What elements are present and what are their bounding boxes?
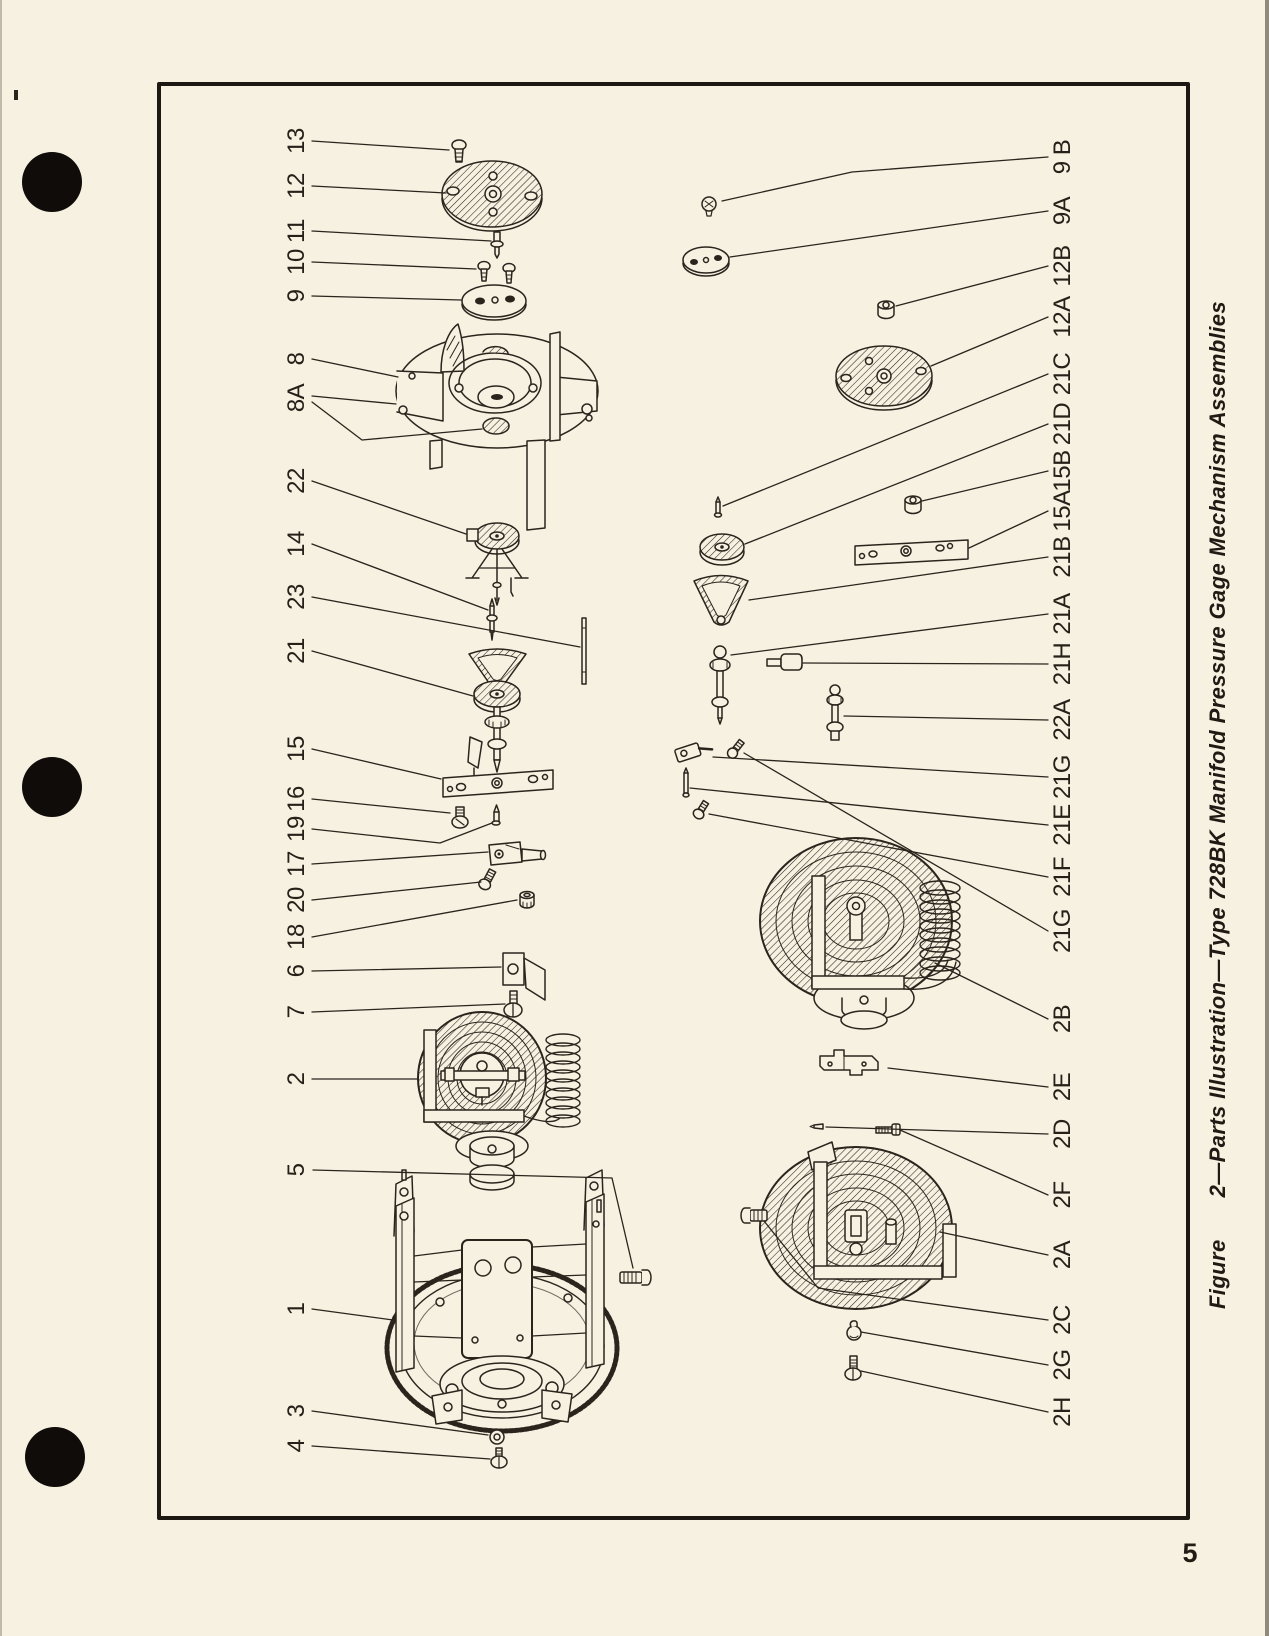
leader-line-20 (312, 882, 481, 900)
part-2g-nut-drawing (847, 1321, 861, 1340)
part-19-pin-drawing (492, 805, 500, 825)
leader-line-8 (312, 359, 398, 377)
leader-line-21B (749, 557, 1048, 600)
callout-2G: 2G (1049, 1349, 1076, 1381)
callout-22A: 22A (1049, 699, 1076, 741)
figure-border (159, 84, 1188, 1518)
binding-hole-dot (25, 1427, 85, 1487)
part-9b-screw-drawing (702, 197, 716, 216)
leader-line-1 (312, 1309, 393, 1320)
part-15a-bridge-plate-drawing (855, 540, 968, 565)
part-20-screw-drawing (477, 867, 497, 891)
callout-17: 17 (283, 851, 310, 877)
callout-15: 15 (283, 736, 310, 762)
part-7-screw-drawing (504, 991, 522, 1017)
part-12b-nut-drawing (878, 301, 894, 319)
part-14-staff-drawing (487, 599, 497, 640)
part-21g-block-drawing (674, 739, 712, 762)
callout-18: 18 (283, 924, 310, 950)
part-2d-pin-drawing (810, 1124, 823, 1129)
callout-21D: 21D (1049, 402, 1076, 446)
part-21b-sector-drawing (694, 576, 748, 626)
callout-21H: 21H (1049, 642, 1076, 686)
leader-line-23 (312, 597, 580, 647)
callout-12B: 12B (1049, 245, 1076, 287)
leader-line-21 (312, 651, 473, 696)
callout-15B: 15B (1049, 450, 1076, 492)
part-1-mechanism-frame-drawing (387, 1170, 617, 1431)
callout-14: 14 (283, 531, 310, 557)
page-number: 5 (1182, 1538, 1198, 1568)
callout-19: 19 (283, 816, 310, 842)
leader-line-9B (722, 157, 1048, 201)
callout-9B: 9 B (1049, 139, 1076, 175)
leader-line-2H (861, 1371, 1048, 1412)
part-2-diaphragm-assembly-drawing (418, 1012, 580, 1190)
leader-line-15 (312, 749, 441, 779)
callout-21G: 21G (1049, 909, 1076, 953)
callout-9: 9 (283, 289, 310, 303)
callout-21A: 21A (1049, 593, 1076, 635)
figure-caption (1205, 301, 1231, 1309)
figure-caption-title: 2—Parts Illustration—Type 728BK Manifold Pressure Gage Mechanism Assemblies (1205, 300, 1230, 1198)
callout-2: 2 (283, 1072, 310, 1086)
leader-line-9 (312, 296, 461, 300)
callout-2B: 2B (1049, 1004, 1076, 1034)
part-21a-staff-drawing (710, 646, 730, 724)
part-21f-screw-drawing (692, 799, 711, 821)
part-10-screws-drawing (478, 262, 515, 284)
part-2b-diaphragm-assembly-drawing (760, 838, 960, 1029)
leader-line-8A (312, 396, 396, 404)
part-16-screw-drawing (452, 807, 468, 828)
part-11-pin-drawing (491, 232, 503, 258)
callout-21G: 21G (1049, 755, 1076, 799)
leader-line-21H (803, 663, 1048, 664)
part-2c-plug-drawing (741, 1208, 767, 1223)
page-edge-shadow (1265, 0, 1269, 1636)
callout-5: 5 (283, 1163, 310, 1177)
part-3-nut-drawing (490, 1430, 504, 1444)
callout-4: 4 (283, 1439, 310, 1453)
part-8-top-plate-assembly-drawing (396, 324, 598, 530)
leader-line-21D (745, 424, 1048, 544)
leader-line-21E (690, 788, 1048, 825)
callout-10: 10 (283, 249, 310, 275)
binding-hole-dot (22, 757, 82, 817)
leader-line-2E (888, 1068, 1048, 1087)
callout-21F: 21F (1049, 857, 1076, 897)
leader-line-11 (312, 231, 491, 241)
callout-7: 7 (283, 1005, 310, 1019)
callout-21: 21 (283, 638, 310, 664)
part-2a-diaphragm-assembly-drawing (760, 1142, 956, 1309)
part-12a-cover-plate-drawing (836, 346, 932, 410)
callout-11: 11 (283, 219, 310, 243)
leader-line-21G (713, 757, 1048, 777)
leader-line-6 (312, 967, 501, 971)
callout-2E: 2E (1049, 1072, 1076, 1102)
part-15b-nut-drawing (905, 496, 921, 514)
part-2h-screw-drawing (845, 1356, 861, 1380)
callout-2D: 2D (1049, 1119, 1076, 1149)
part-15-bridge-plate-drawing (443, 770, 553, 797)
part-18-nut-drawing (520, 892, 534, 909)
page-edge-shadow-left (0, 0, 2, 1636)
leader-line-4 (312, 1446, 490, 1459)
leader-line-15A (969, 511, 1048, 548)
ink-speck (14, 90, 18, 100)
part-9a-disc-drawing (683, 247, 729, 276)
leader-line-10 (312, 262, 476, 269)
part-21c-pin-drawing (715, 497, 722, 517)
part-5-adjusting-plug-drawing (620, 1270, 651, 1285)
part-21e-pin-drawing (683, 768, 689, 797)
callout-1: 1 (283, 1302, 310, 1316)
part-4-screw-drawing (491, 1448, 507, 1468)
part-21h-bushing-drawing (767, 654, 802, 670)
callout-12: 12 (283, 173, 310, 199)
part-21d-balance-wheel-drawing (700, 534, 744, 565)
leader-line-15B (922, 471, 1048, 501)
part-22-balance-wheel-bridge-drawing (466, 523, 528, 605)
callout-23: 23 (283, 584, 310, 610)
leader-line-22 (312, 481, 466, 534)
callout-3: 3 (283, 1404, 310, 1418)
leader-line-2D (826, 1127, 1048, 1134)
part-22a-staff-drawing (827, 685, 843, 740)
part-8a-plug-drawing (483, 418, 509, 434)
callout-2A: 2A (1049, 1240, 1076, 1270)
part-17-regulator-block-drawing (489, 842, 546, 865)
callout-22: 22 (283, 468, 310, 494)
callout-16: 16 (283, 786, 310, 812)
callout-21B: 21B (1049, 536, 1076, 578)
callout-2C: 2C (1049, 1305, 1076, 1335)
callout-2H: 2H (1049, 1397, 1076, 1427)
callout-21C: 21C (1049, 352, 1076, 396)
leader-line-12 (312, 186, 446, 193)
part-12-cover-plate-drawing (442, 161, 542, 231)
callout-13: 13 (283, 128, 310, 154)
leader-line-14 (312, 544, 488, 610)
leader-line-16 (312, 799, 450, 813)
callout-2F: 2F (1049, 1181, 1076, 1209)
leader-line-7 (312, 1004, 505, 1012)
callout-20: 20 (283, 887, 310, 913)
leader-line-18 (312, 900, 517, 937)
leader-line-12A (931, 317, 1048, 366)
leader-line-2B (935, 963, 1048, 1019)
callout-6: 6 (283, 964, 310, 978)
callout-21E: 21E (1049, 804, 1076, 846)
figure-caption-label: Figure (1205, 1239, 1230, 1310)
callout-15A: 15A (1049, 490, 1076, 532)
leader-line-9A (730, 211, 1048, 257)
part-9-disc-drawing (462, 285, 526, 320)
part-21-balance-assembly-drawing (468, 649, 526, 780)
leader-line-13 (312, 141, 449, 150)
callout-8A: 8A (283, 383, 310, 413)
part-13-screw-drawing (452, 140, 466, 162)
binding-hole-dot (22, 152, 82, 212)
callout-12A: 12A (1049, 296, 1076, 338)
leader-line-17 (312, 852, 488, 864)
leader-line-2G (861, 1332, 1048, 1365)
part-23-rod-drawing (582, 618, 586, 684)
callout-8: 8 (283, 352, 310, 366)
part-21g-screw-drawing (725, 738, 745, 760)
part-2e-clip-drawing (820, 1050, 878, 1075)
leader-line-21A (731, 614, 1048, 655)
callout-9A: 9A (1049, 196, 1076, 226)
leader-line-22A (844, 716, 1048, 720)
leader-line-12B (896, 266, 1048, 306)
